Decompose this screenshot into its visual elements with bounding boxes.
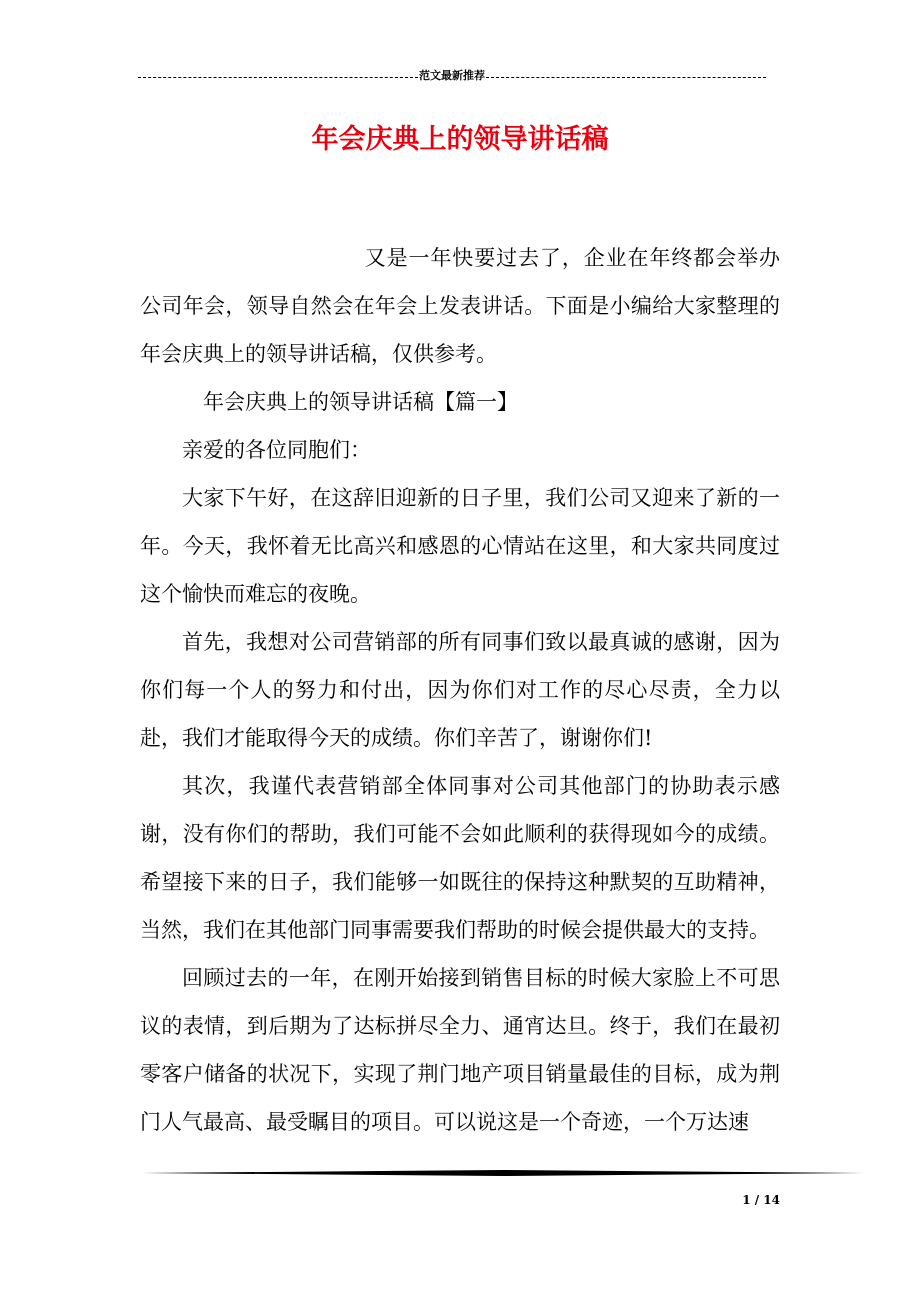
page-header	[138, 68, 766, 84]
body-paragraph-3: 其次，我谨代表营销部全体同事对公司其他部门的协助表示感谢，没有你们的帮助，我们可能不会如此顺利的获得现如今的成绩。希望接下来的日子，我们能够一如既往的保持这种默契的互助精神，当然，我们在其他部门同事需要我们帮助的时候会提供最大的支持。	[140, 774, 780, 942]
section-heading: 年会庆典上的领导讲话稿【篇一】	[203, 390, 518, 414]
header-dash-left	[138, 77, 418, 78]
page-number: 1 / 14	[742, 1193, 780, 1207]
header-dash-right	[486, 77, 766, 78]
footer-rule	[142, 1170, 864, 1176]
document-body	[140, 234, 780, 1146]
body-paragraph-2: 首先，我想对公司营销部的所有同事们致以最真诚的感谢，因为你们每一个人的努力和付出，因为你们对工作的尽心尽责，全力以赴，我们才能取得今天的成绩。你们辛苦了，谢谢你们!	[140, 630, 780, 750]
document-title: 年会庆典上的领导讲话稿	[311, 124, 609, 155]
body-paragraph-1: 大家下午好，在这辞旧迎新的日子里，我们公司又迎来了新的一年。今天，我怀着无比高兴和感恩的心情站在这里，和大家共同度过这个愉快而难忘的夜晚。	[140, 486, 780, 606]
header-label: 范文最新推荐	[419, 69, 485, 82]
salutation: 亲爱的各位同胞们：	[182, 438, 371, 462]
intro-paragraph: 又是一年快要过去了，企业在年终都会举办公司年会，领导自然会在年会上发表讲话。下面是小编给大家整理的年会庆典上的领导讲话稿，仅供参考。	[140, 246, 780, 366]
body-paragraph-4: 回顾过去的一年，在刚开始接到销售目标的时候大家脸上不可思议的表情，到后期为了达标拼尽全力、通宵达旦。终于，我们在最初零客户储备的状况下，实现了荆门地产项目销量最佳的目标，成为荆门人气最高、最受瞩目的项目。可以说这是一个奇迹，一个万达速	[140, 966, 780, 1134]
